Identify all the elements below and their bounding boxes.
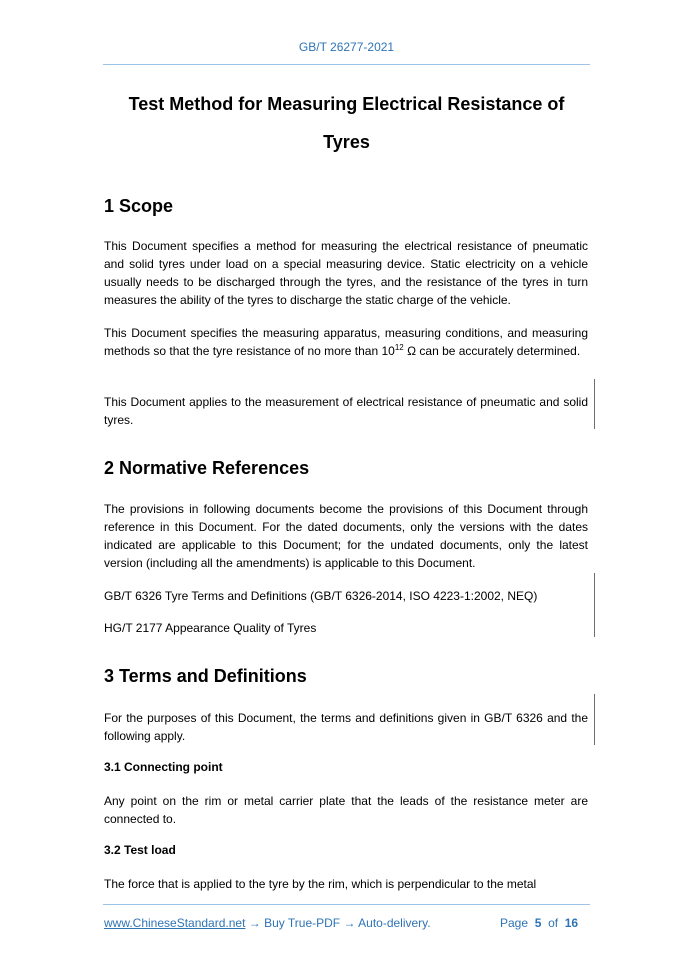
arrow-right-icon: → (340, 916, 359, 930)
section-1-paragraph-3: This Document applies to the measurement of electrical resistance of pneumatic and solid tyres. (104, 395, 588, 427)
section-1-paragraph-1: This Document specifies a method for measuring the electrical resistance of pneumatic and solid tyres under load on a special measuring device. Static electricity on a vehicle usually needs to be discharged through the tyres, and the resistance of the tyres in turn measures the ability of the tyres to discharge the static charge of the vehicle. (104, 239, 588, 307)
term-3-1-heading: 3.1 Connecting point (104, 760, 223, 774)
arrow-right-icon: → (245, 916, 265, 930)
document-code-header: GB/T 26277-2021 (298, 40, 395, 54)
section-1-heading: 1 Scope (104, 196, 174, 216)
normative-reference-2: HG/T 2177 Appearance Quality of Tyres (104, 621, 317, 635)
header-divider (103, 64, 590, 65)
paragraph-2-text-after: Ω can be accurately determined. (403, 344, 581, 358)
paragraph-2-text-before: This Document specifies the measuring apparatus, measuring conditions, and measuring methods so that the tyre resistance of no more than 10 (104, 326, 588, 358)
document-title-line2: Tyres (323, 132, 370, 152)
section-3-heading: 3 Terms and Definitions (104, 666, 307, 686)
normative-reference-1: GB/T 6326 Tyre Terms and Definitions (GB/T 6326-2014, ISO 4223-1:2002, NEQ) (104, 589, 538, 603)
exponent-superscript: 12 (394, 343, 404, 352)
footer-promo (104, 916, 431, 930)
change-bar (594, 694, 595, 745)
section-2-heading: 2 Normative References (104, 458, 310, 478)
term-3-1-definition: Any point on the rim or metal carrier plate that the leads of the resistance meter are connected to. (104, 794, 588, 826)
of-label: of (548, 916, 559, 930)
section-1-paragraph-2 (104, 324, 588, 360)
change-bar (594, 379, 595, 429)
term-3-2-heading: 3.2 Test load (104, 843, 176, 857)
section-2-paragraph-1: The provisions in following documents become the provisions of this Document through reference in this Document. For the dated documents, only the versions with the dates indicated are applicable to this Document; for the undated documents, only the latest version (including all the amendments) is applicable to this Document. (104, 502, 588, 570)
page-indicator (500, 916, 578, 930)
document-title-line1: Test Method for Measuring Electrical Resistance of (128, 94, 565, 114)
buy-pdf-text: Buy True-PDF (264, 916, 341, 930)
current-page-number: 5 (534, 916, 542, 930)
section-3-paragraph-1: For the purposes of this Document, the terms and definitions given in GB/T 6326 and the following apply. (104, 711, 588, 743)
auto-delivery-text: Auto-delivery. (358, 916, 431, 930)
footer-divider (103, 904, 590, 905)
total-pages-number: 16 (564, 916, 579, 930)
page-label: Page (500, 916, 529, 930)
term-3-2-definition: The force that is applied to the tyre by the rim, which is perpendicular to the metal (104, 877, 537, 891)
change-bar (594, 573, 595, 637)
website-link[interactable]: www.ChineseStandard.net (104, 916, 246, 930)
